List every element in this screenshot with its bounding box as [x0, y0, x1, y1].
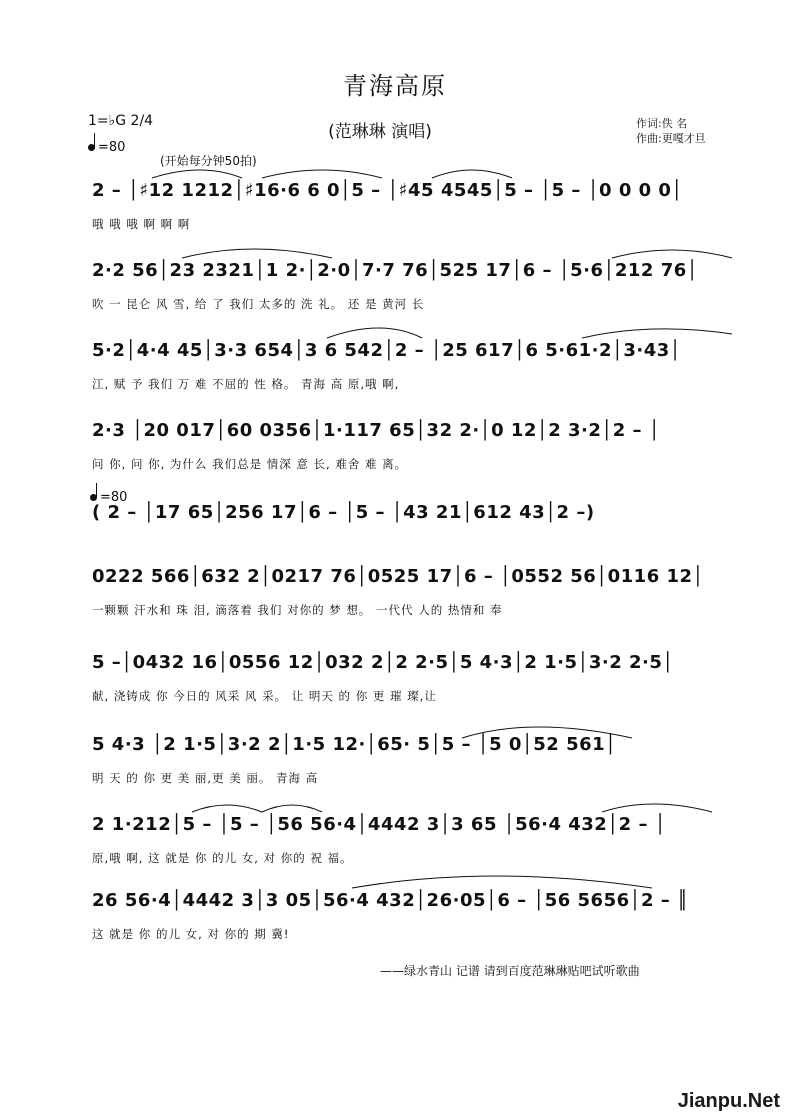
- lyrics-line: 一颗颗 汗水和 珠 泪, 滴落着 我们 对你的 梦 想。 一代代 人的 热情和 奉: [92, 603, 503, 617]
- notation-line: 2·2 56│23 2321│1 2·│2·0│7·7 76│525 17│6 – │5·6│212 76│: [92, 259, 699, 281]
- lyrics-line: 明 天 的 你 更 美 丽,更 美 丽。 青海 高: [92, 771, 319, 785]
- lyrics-line: 原,哦 啊, 这 就是 你 的儿 女, 对 你的 祝 福。: [92, 851, 353, 865]
- quarter-note-icon: [88, 144, 95, 151]
- slur-arcs: [92, 720, 742, 760]
- notation-line: 2 1·212│5 – │5 – │56 56·4│4442 3│3 65 │56·4 432│2 – │: [92, 813, 667, 835]
- notation-line: 2 – │♯12 1212│♯16·6 6 0│5 – │♯45 4545│5 – │5 – │0 0 0 0│: [92, 179, 683, 201]
- slur-arcs: [92, 160, 742, 200]
- slur-arcs: [92, 870, 742, 910]
- tempo-marking: [88, 140, 125, 155]
- slur-arcs: [92, 794, 742, 834]
- lyrics-line: 哦 哦 哦 啊 啊 啊: [92, 217, 191, 231]
- lyrics-line: 问 你, 问 你, 为什么 我们总是 情深 意 长, 难舍 难 离。: [92, 457, 408, 471]
- performance-note: (开始每分钟50拍): [160, 154, 257, 168]
- lyrics-line: 江, 赋 予 我们 万 难 不屈的 性 格。 青海 高 原,哦 啊,: [92, 377, 400, 391]
- slur-arcs: [92, 240, 742, 280]
- performer-subtitle: (范琳琳 演唱): [328, 122, 432, 142]
- interlude-tempo-value: =80: [100, 490, 128, 505]
- transcription-credit: ——绿水青山 记谱 请到百度范琳琳贴吧试听歌曲: [380, 964, 640, 978]
- song-title: 青海高原: [343, 72, 447, 100]
- notation-line: 2·3 │20 017│60 0356│1·117 65│32 2·│0 12│2 3·2│2 – │: [92, 419, 661, 441]
- lyrics-line: 献, 浇铸成 你 今日的 风采 风 采。 让 明天 的 你 更 璀 璨,让: [92, 689, 437, 703]
- key-signature: 1=♭G 2/4: [88, 113, 154, 129]
- slur-arcs: [92, 320, 742, 360]
- lyrics-line: 这 就是 你 的儿 女, 对 你的 期 冀!: [92, 927, 290, 941]
- composer-credit: 作曲:更嘎才旦: [636, 132, 706, 145]
- notation-line: 5 –│0432 16│0556 12│032 2│2 2·5│5 4·3│2 1·5│3·2 2·5│: [92, 651, 674, 673]
- notation-line: 5·2│4·4 45│3·3 654│3 6 542│2 – │25 617│6 5·61·2│3·43│: [92, 339, 682, 361]
- notation-line: ( 2 – │17 65│256 17│6 – │5 – │43 21│612 43│2 –): [92, 501, 595, 523]
- notation-line: 26 56·4│4442 3│3 05│56·4 432│26·05│6 – │56 5656│2 – ║: [92, 889, 689, 911]
- credits: [636, 116, 706, 146]
- notation-line: 5 4·3 │2 1·5│3·2 2│1·5 12·│65· 5│5 – │5 0│52 561│: [92, 733, 617, 755]
- lyricist-credit: 作词:佚 名: [636, 117, 688, 130]
- lyrics-line: 吹 一 昆仑 风 雪, 给 了 我们 太多的 洗 礼。 还 是 黄河 长: [92, 297, 425, 311]
- site-watermark: Jianpu.Net: [677, 1090, 780, 1112]
- notation-line: 0222 566│632 2│0217 76│0525 17│6 – │0552 56│0116 12│: [92, 565, 704, 587]
- tempo-value: =80: [98, 140, 126, 155]
